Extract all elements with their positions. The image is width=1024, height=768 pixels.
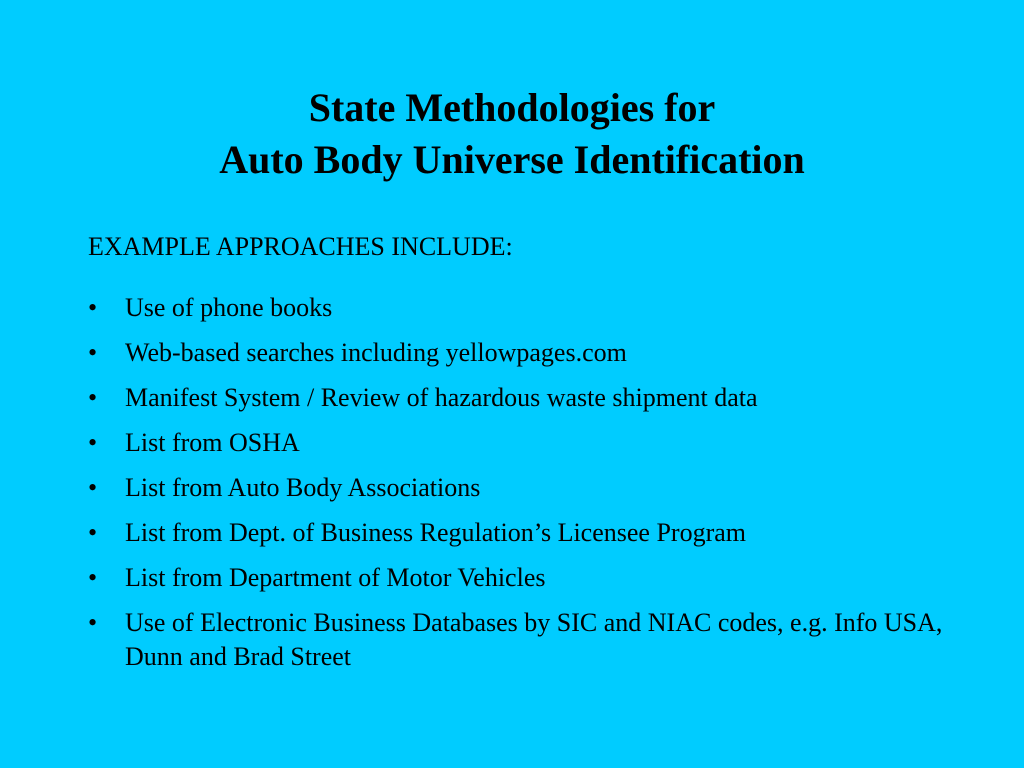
bullet-dot-icon: • [88,428,98,457]
bullet-item [88,426,968,460]
bullet-text: Manifest System / Review of hazardous waste shipment data [125,383,758,412]
bullet-text: Use of phone books [125,293,333,322]
bullet-text: List from Department of Motor Vehicles [125,563,546,592]
bullet-text: Use of Electronic Business Databases by SIC and NIAC codes, e.g. Info USA, Dunn and Brad Street [125,608,943,671]
bullet-dot-icon: • [88,293,98,322]
bullet-dot-icon: • [88,383,98,412]
bullet-dot-icon: • [88,608,98,637]
slide-title-line-1: State Methodologies for [308,85,716,130]
bullet-item [88,516,968,550]
slide-subheading: EXAMPLE APPROACHES INCLUDE: [88,232,513,261]
bullet-item [88,336,968,370]
bullet-item [88,381,968,415]
bullet-item [88,471,968,505]
bullet-dot-icon: • [88,473,98,502]
slide-title-line-2: Auto Body Universe Identification [219,137,805,182]
bullet-item [88,291,968,325]
bullet-item [88,561,968,595]
bullet-dot-icon: • [88,338,98,367]
bullet-item [88,606,968,674]
bullet-text: List from OSHA [125,428,300,457]
bullet-text: Web-based searches including yellowpages.com [125,338,627,367]
bullet-list [88,291,968,685]
bullet-text: List from Dept. of Business Regulation’s Licensee Program [125,518,747,547]
bullet-text: List from Auto Body Associations [125,473,481,502]
slide-title [0,82,1024,186]
bullet-dot-icon: • [88,563,98,592]
bullet-dot-icon: • [88,518,98,547]
